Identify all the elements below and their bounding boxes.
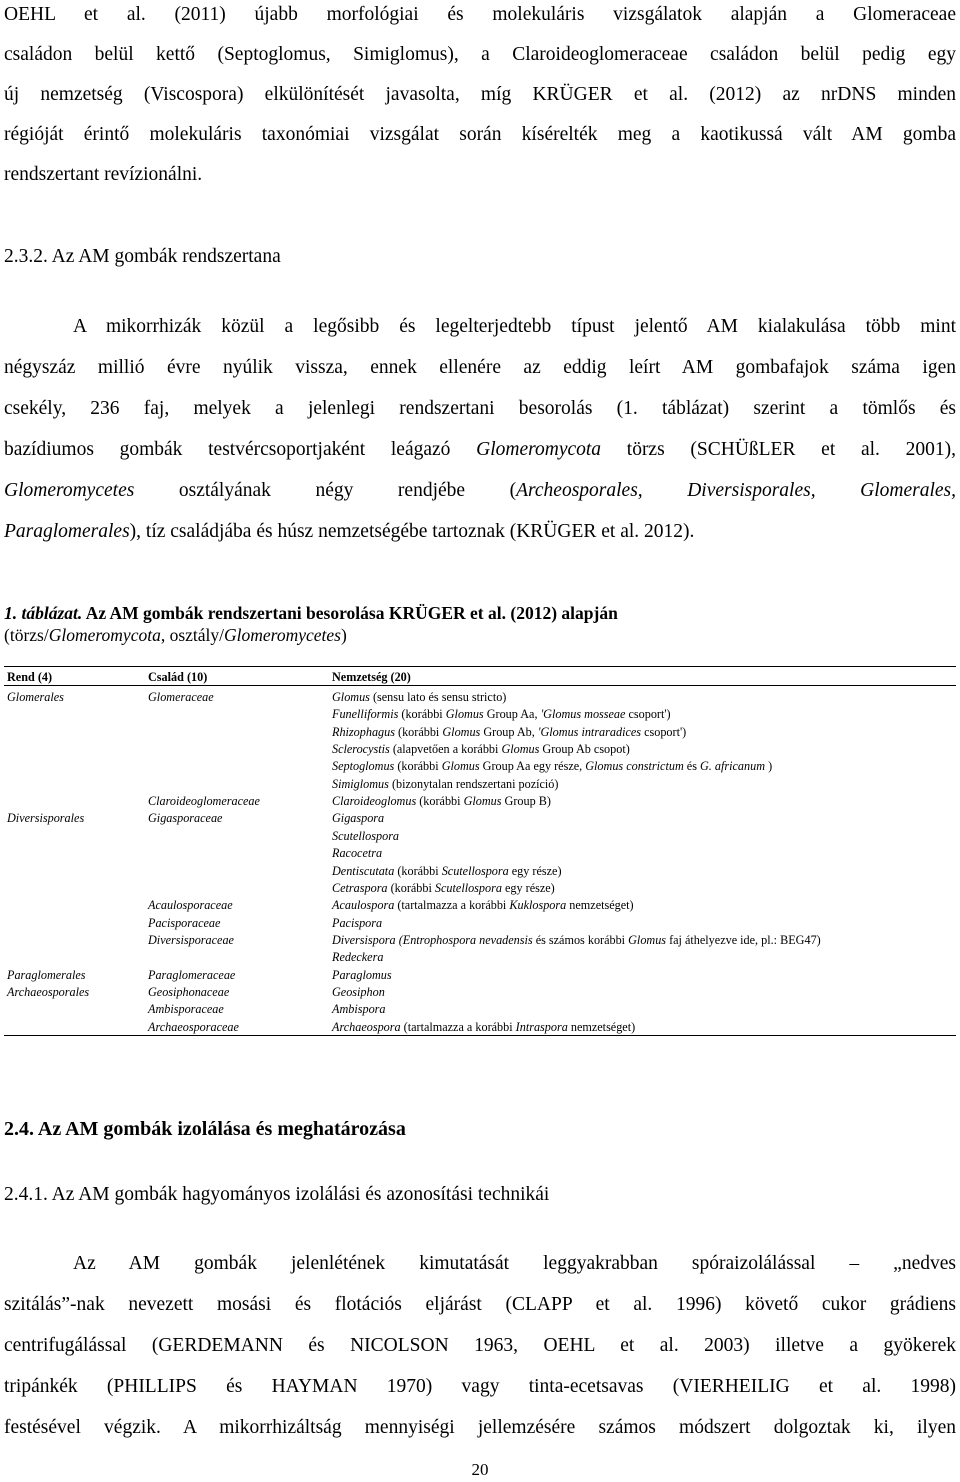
table-cell-nemzetseg: Scutellospora <box>332 828 400 843</box>
table-caption-scope: (törzs/Glomeromycota, osztály/Glomeromycetes) <box>4 625 347 645</box>
intro-line-5: rendszertant revízionálni. <box>4 164 203 185</box>
table-row <box>4 933 956 950</box>
para3-line-1: Az AM gombák jelenlétének kimutatását leggyakrabban spóraizolálással – „nedves <box>73 1253 956 1274</box>
para3-line-3: centrifugálással (GERDEMANN és NICOLSON 1963, OEHL et al. 2003) illetve a gyökerek <box>4 1335 956 1356</box>
table-header-nemzetseg: Nemzetség (20) <box>332 670 411 684</box>
table-caption-number: 1. táblázat. <box>4 603 83 623</box>
table-row <box>4 742 956 759</box>
table-cell-nemzetseg: Acaulospora (tartalmazza a korábbi Kuklospora nemzetséget) <box>332 898 634 913</box>
table-cell-nemzetseg: Sclerocystis (alapvetően a korábbi Glomus Group Ab csopot) <box>332 742 630 757</box>
table-row <box>4 725 956 742</box>
table-cell-rend: Archaeosporales <box>7 984 90 999</box>
table-cell-csalad: Geosiphonaceae <box>148 984 230 999</box>
section-heading-2-4-1: 2.4.1. Az AM gombák hagyományos izolálási és azonosítási technikái <box>4 1184 550 1205</box>
table-cell-rend: Paraglomerales <box>7 967 86 982</box>
table-cell-csalad: Gigasporaceae <box>148 811 223 826</box>
table-cell-nemzetseg: Claroideoglomus (korábbi Glomus Group B) <box>332 794 551 809</box>
table-cell-nemzetseg: Racocetra <box>332 846 383 861</box>
section-heading-2-3-2: 2.3.2. Az AM gombák rendszertana <box>4 246 281 267</box>
intro-line-1: OEHL et al. (2011) újabb morfológiai és molekuláris vizsgálatok alapján a Glomeraceae <box>4 4 956 25</box>
table-row <box>4 829 956 846</box>
intro-line-2: családon belül kettő (Septoglomus, Simiglomus), a Claroideoglomeraceae családon belül pedig egy <box>4 44 956 65</box>
table-row <box>4 950 956 967</box>
table-cell-nemzetseg: Septoglomus (korábbi Glomus Group Aa egy része, Glomus constrictum és G. africanum ) <box>332 759 773 774</box>
table-cell-nemzetseg: Gigaspora <box>332 811 385 826</box>
para2-line-6: Paraglomerales), tíz családjába és húsz nemzetségébe tartoznak (KRÜGER et al. 2012). <box>4 521 695 542</box>
intro-line <box>4 124 956 146</box>
table-row <box>4 985 956 1002</box>
table-row <box>4 1020 956 1037</box>
intro-line <box>4 44 956 66</box>
para2-line-5: Glomeromycetes osztályának négy rendjébe (Archeosporales, Diversisporales, Glomerales, <box>4 480 956 501</box>
table-caption <box>4 603 618 624</box>
section-heading-2-4: 2.4. Az AM gombák izolálása és meghatározása <box>4 1118 406 1140</box>
table-row <box>4 690 956 707</box>
table-cell-nemzetseg: Redeckera <box>332 950 384 965</box>
table-row <box>4 794 956 811</box>
table-header-rend: Rend (4) <box>7 670 53 684</box>
table-row <box>4 968 956 985</box>
table-row <box>4 777 956 794</box>
table-cell-csalad: Ambisporaceae <box>148 1002 224 1017</box>
table-cell-csalad: Archaeosporaceae <box>148 1019 239 1034</box>
table-row <box>4 759 956 776</box>
table-cell-nemzetseg: Paraglomus <box>332 967 392 982</box>
table-row <box>4 707 956 724</box>
table-cell-nemzetseg: Funelliformis (korábbi Glomus Group Aa, 'Glomus mosseae csoport') <box>332 707 671 722</box>
para2-line-4: bazídiumos gombák testvércsoportjaként leágazó Glomeromycota törzs (SCHÜßLER et al. 2001), <box>4 439 956 460</box>
table-cell-nemzetseg: Archaeospora (tartalmazza a korábbi Intraspora nemzetséget) <box>332 1019 636 1034</box>
intro-line-4: régióját érintő molekuláris taxonómiai vizsgálat során kísérelték meg a kaotikussá vált AM gomba <box>4 124 956 145</box>
table-row <box>4 898 956 915</box>
para3-line-4: tripánkék (PHILLIPS és HAYMAN 1970) vagy tinta-ecetsavas (VIERHEILIG et al. 1998) <box>4 1376 956 1397</box>
table-cell-nemzetseg: Cetraspora (korábbi Scutellospora egy része) <box>332 880 555 895</box>
table-cell-csalad: Pacisporaceae <box>148 915 221 930</box>
table-cell-csalad: Claroideoglomeraceae <box>148 794 260 809</box>
table-header-csalad: Család (10) <box>148 670 208 684</box>
table-row <box>4 1002 956 1019</box>
table-row <box>4 864 956 881</box>
table-cell-nemzetseg: Geosiphon <box>332 984 385 999</box>
intro-line-3: új nemzetség (Viscospora) elkülönítését javasolta, míg KRÜGER et al. (2012) az nrDNS minden <box>4 84 956 105</box>
para2-line-3: csekély, 236 faj, melyek a jelenlegi rendszertani besorolás (1. táblázat) szerint a tömlős és <box>4 398 956 419</box>
para3-line-2: szitálás”-nak nevezett mosási és flotációs eljárást (CLAPP et al. 1996) követő cukor grádiens <box>4 1294 956 1315</box>
table-cell-nemzetseg: Dentiscutata (korábbi Scutellospora egy része) <box>332 863 562 878</box>
table-row <box>4 846 956 863</box>
page-number: 20 <box>471 1460 489 1479</box>
table-header-row <box>4 670 956 687</box>
table-cell-csalad: Acaulosporaceae <box>148 898 233 913</box>
table-cell-csalad: Paraglomeraceae <box>148 967 236 982</box>
para2-line-1: A mikorrhizák közül a legősibb és legelterjedtebb típust jelentő AM kialakulása több mint <box>73 316 956 337</box>
table-cell-rend: Glomerales <box>7 690 64 704</box>
table-cell-nemzetseg: Rhizophagus (korábbi Glomus Group Ab, 'Glomus intraradices csoport') <box>332 724 687 739</box>
table-row <box>4 881 956 898</box>
table-cell-nemzetseg: Diversispora (Entrophospora nevadensis és számos korábbi Glomus faj áthelyezve ide, pl.: BEG47) <box>332 932 821 947</box>
table-cell-nemzetseg: Ambispora <box>332 1002 386 1017</box>
table-cell-nemzetseg: Simiglomus (bizonytalan rendszertani pozíció) <box>332 776 559 791</box>
table-top-rule <box>4 666 956 667</box>
table-cell-nemzetseg: Pacispora <box>332 915 383 930</box>
para2-line-2: négyszáz millió évre nyúlik vissza, ennek ellenére az eddig leírt AM gombafajok száma igen <box>4 357 956 378</box>
intro-line <box>4 164 956 186</box>
table-cell-csalad: Diversisporaceae <box>148 932 234 947</box>
table-cell-rend: Diversisporales <box>7 811 85 826</box>
table-cell-nemzetseg: Glomus (sensu lato és sensu stricto) <box>332 690 507 704</box>
intro-line <box>4 84 956 106</box>
table-row <box>4 811 956 828</box>
table-cell-csalad: Glomeraceae <box>148 690 214 704</box>
table-row <box>4 916 956 933</box>
table-caption-title: Az AM gombák rendszertani besorolása KRÜGER et al. (2012) alapján <box>82 603 618 623</box>
intro-line <box>4 4 956 26</box>
para3-line-5: festésével végzik. A mikorrhizáltság mennyiségi jellemzésére számos módszert dolgoztak ki, ilyen <box>4 1417 956 1438</box>
